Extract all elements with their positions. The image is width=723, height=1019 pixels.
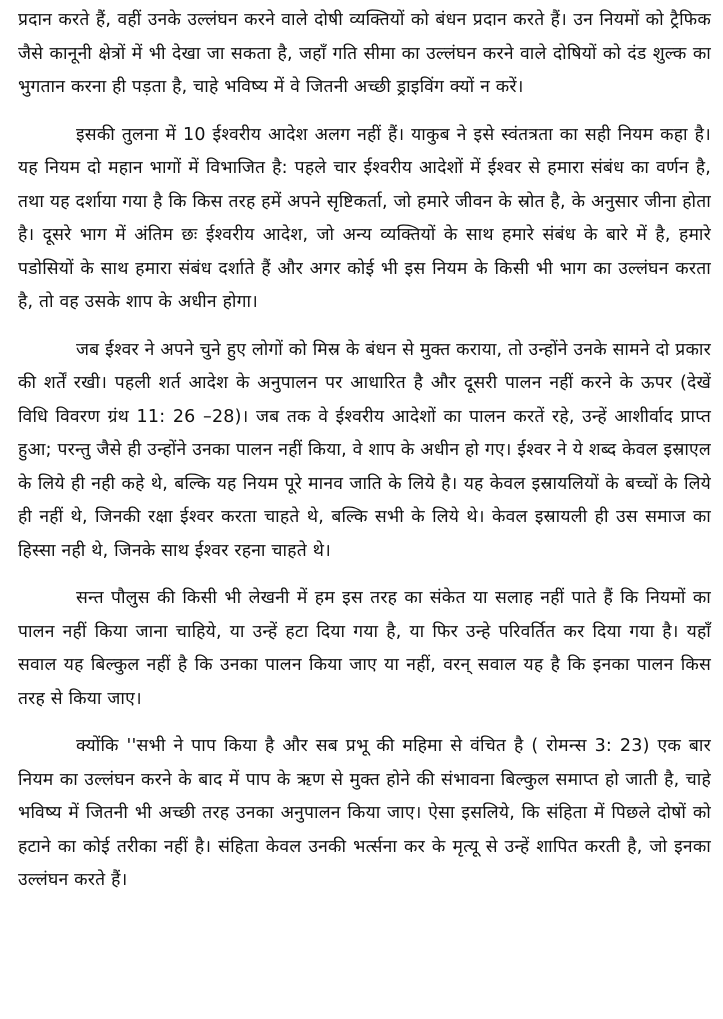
paragraph-1: प्रदान करते हैं, वहीं उनके उल्लंघन करने वाले दोषी व्यक्तियों को बंधन प्रदान करते हैं। उन नियमों को ट्रैफिक जैसे कानूनी क्षेत्रों में भी देखा जा सकता है, जहाँ गति सीमा का उल्लंघन करने वाले दोषियों को दंड शुल्क का भुगतान करना ही पड़ता है, चाहे भविष्य में वे जितनी अच्छी ड्राइविंग क्यों न करें। xyxy=(18,10,711,97)
paragraph-4: सन्त पौलुस की किसी भी लेखनी में हम इस तरह का संकेत या सलाह नहीं पाते हैं कि नियमों का पालन नहीं किया जाना चाहिये, या उन्हें हटा दिया गया है, या फिर उन्हे परिवर्तित कर दिया गया है। यहाँ सवाल यह बिल्कुल नहीं है कि उनका पालन किया जाए या नहीं, वरन् सवाल यह है कि इनका पालन किस तरह से किया जाए। xyxy=(18,588,711,709)
paragraph-2: इसकी तुलना में 10 ईश्वरीय आदेश अलग नहीं हैं। याकुब ने इसे स्वंतत्रता का सही नियम कहा है। यह नियम दो महान भागों में विभाजित है: पहले चार ईश्वरीय आदेशों में ईश्वर से हमारा संबंध का वर्णन है, तथा यह दर्शाया गया है कि किस तरह हमें अपने सृष्टिकर्ता, जो हमारे जीवन के स्रोत है, के अनुसार जीना होता है। दूसरे भाग में अंतिम छः ईश्वरीय आदेश, जो अन्य व्यक्तियों के साथ हमारे संबंध के बारे में है, हमारे पडोसियों के साथ हमारा संबंध दर्शाते हैं और अगर कोई भी इस नियम के किसी भी भाग का उल्लंघन करता है, तो वह उसके शाप के अधीन होगा। xyxy=(18,124,711,312)
paragraph-5: क्योंकि ''सभी ने पाप किया है और सब प्रभू की महिमा से वंचित है ( रोमन्स 3: 23) एक बार नियम का उल्लंघन करने के बाद में पाप के ऋण से मुक्त होने की संभावना बिल्कुल समाप्त हो जाती है, चाहे भविष्य में जितनी भी अच्छी तरह उनका अनुपालन किया जाए। ऐसा इसलिये, कि संहिता में पिछले दोषों को हटाने का कोई तरीका नहीं है। संहिता केवल उनकी भर्त्सना कर के मृत्यू से उन्हें शापित करती है, जो इनका उल्लंघन करते हैं। xyxy=(18,736,711,890)
paragraph-3: जब ईश्वर ने अपने चुने हुए लोगों को मिस्र के बंधन से मुक्त कराया, तो उन्होंने उनके सामने दो प्रकार की शर्तें रखी। पहली शर्त आदेश के अनुपालन पर आधारित है और दूसरी पालन नहीं करने के ऊपर (देखें विधि विवरण ग्रंथ 11: 26 –28)। जब तक वे ईश्वरीय आदेशों का पालन करतें रहे, उन्हें आशीर्वाद प्राप्त हुआ; परन्तु जैसे ही उन्होंने उनका पालन नहीं किया, वे शाप के अधीन हो गए। ईश्वर ने ये शब्द केवल इस्राएल के लिये ही नही कहे थे, बल्कि यह नियम पूरे मानव जाति के लिये है। यह केवल इस्रायलियों के बच्चों के लिये ही नहीं थे, जिनकी रक्षा ईश्वर करता चाहते थे, बल्कि सभी के लिये थे। केवल इस्रायली ही उस समाज का हिस्सा नही थे, जिनके साथ ईश्वर रहना चाहते थे। xyxy=(18,339,711,561)
